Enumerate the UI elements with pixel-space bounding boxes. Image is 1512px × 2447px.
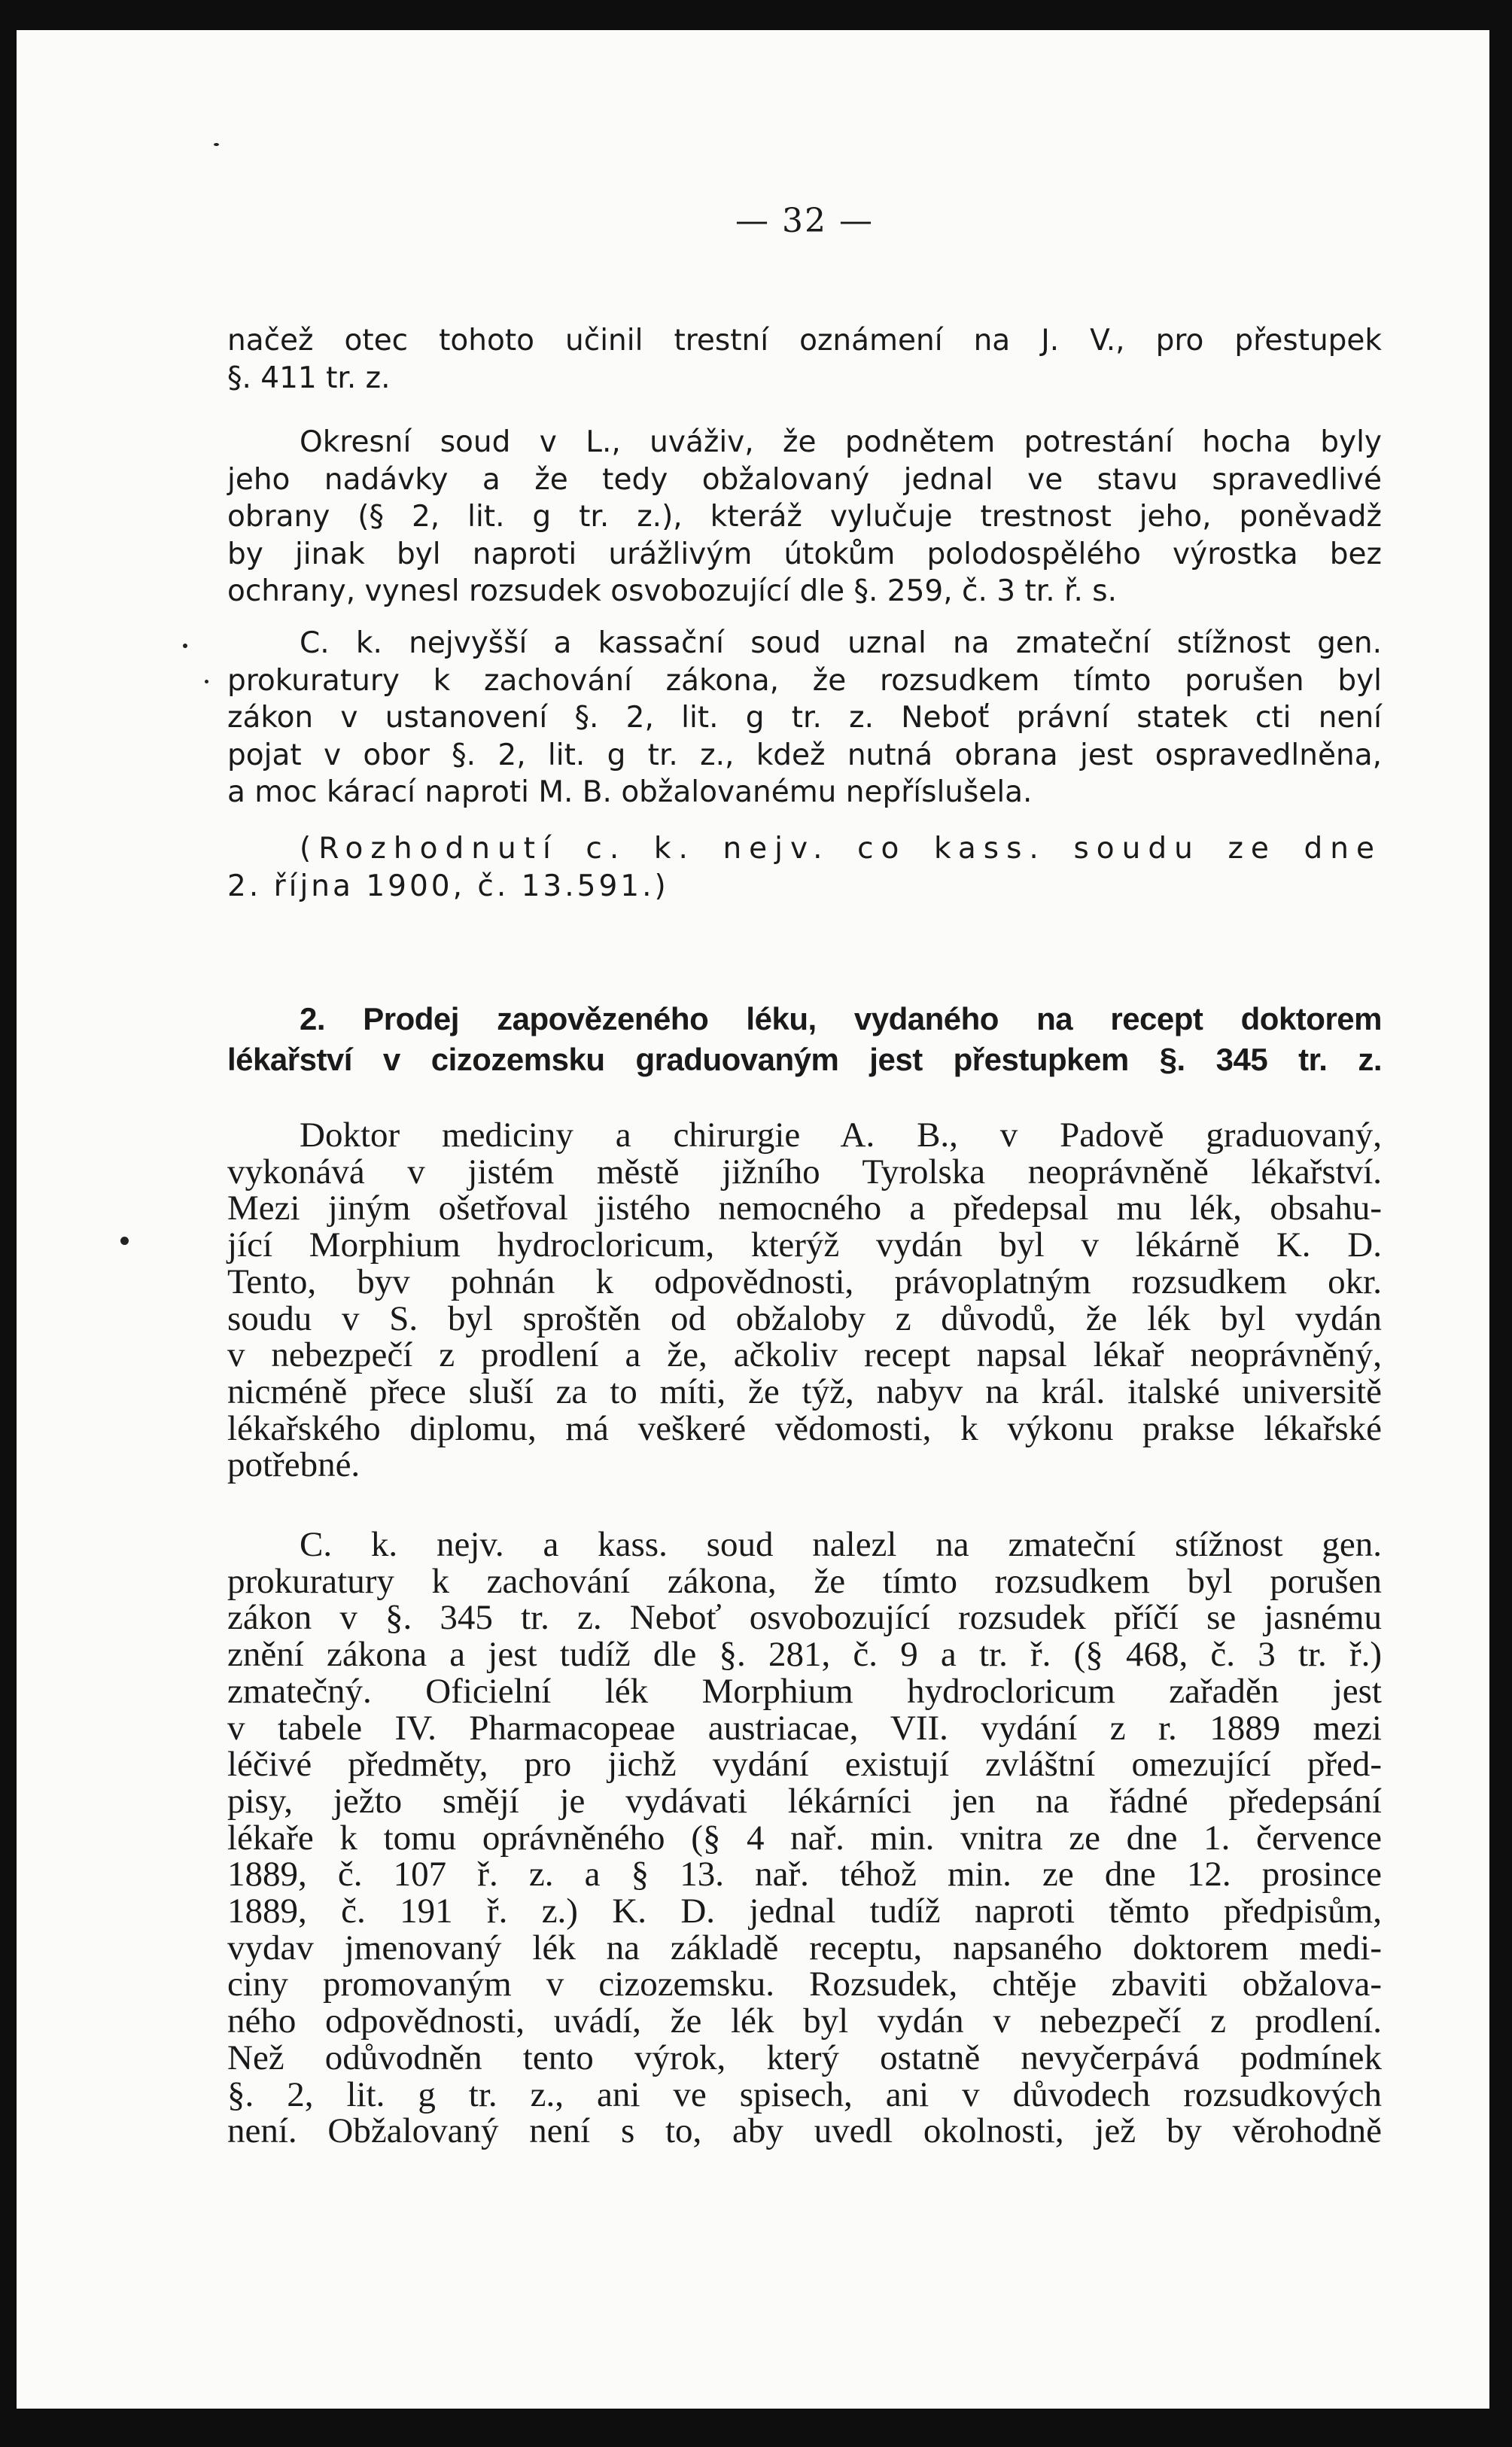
text-line: ciny promovaným v cizozemsku. Rozsudek, chtěje zbaviti obžalova-	[227, 1965, 1382, 2004]
section-heading	[227, 999, 1382, 1080]
ink-speck-margin-2	[205, 680, 208, 683]
paragraph-case-facts	[227, 1117, 1382, 1484]
text-line: a moc kárací naproti M. B. obžalovanému nepříslušela.	[227, 775, 1033, 809]
ink-speck-top-left	[214, 143, 219, 146]
text-line: 1889, č. 191 ř. z.) K. D. jednal tudíž naproti těmto předpisům,	[227, 1892, 1382, 1931]
text-line: zákon v §. 345 tr. z. Neboť osvobozující rozsudek příčí se jasnému	[227, 1598, 1382, 1638]
paragraph-ruling	[227, 1526, 1382, 2150]
text-line: potřebné.	[227, 1445, 361, 1485]
text-line: ochrany, vynesl rozsudek osvobozující dle §. 259, č. 3 tr. ř. s.	[227, 574, 1117, 608]
text-line: Mezi jiným ošetřoval jistého nemocného a předepsal mu lék, obsahu-	[227, 1188, 1382, 1228]
text-line: 2. října 1900, č. 13.591.)	[227, 869, 669, 903]
text-line: §. 411 tr. z.	[227, 361, 391, 395]
text-line: C. k. nejv. a kass. soud nalezl na zmateční stížnost gen.	[300, 1525, 1382, 1564]
text-line: prokuratury k zachování zákona, že rozsudkem tímto porušen byl	[227, 663, 1382, 698]
paragraph-continuation	[227, 322, 1382, 397]
text-line: zákon v ustanovení §. 2, lit. g tr. z. Neboť právní statek cti není	[227, 701, 1382, 735]
ink-speck-margin-3	[120, 1237, 129, 1245]
text-line: prokuratury k zachování zákona, že tímto rozsudkem byl porušen	[227, 1561, 1382, 1601]
text-line: Než odůvodněn tento výrok, který ostatně nevyčerpává podmínek	[227, 2038, 1382, 2077]
text-line: Okresní soud v L., uváživ, že podnětem potrestání hocha byly	[300, 425, 1382, 459]
text-line: léčivé předměty, pro jichž vydání existují zvláštní omezující před-	[227, 1745, 1382, 1785]
text-line: jeho nadávky a že tedy obžalovaný jednal ve stavu spravedlivé	[227, 462, 1382, 497]
text-line: v tabele IV. Pharmacopeae austriacae, VII. vydání z r. 1889 mezi	[227, 1708, 1382, 1748]
text-line: lékaře k tomu oprávněného (§ 4 nař. min. vnitra ze dne 1. července	[227, 1818, 1382, 1858]
text-line: v nebezpečí z prodlení a že, ačkoliv recept napsal lékař neoprávněný,	[227, 1335, 1382, 1375]
text-line: zmatečný. Oficielní lék Morphium hydrocloricum zařaděn jest	[227, 1671, 1382, 1711]
text-line: lékařského diplomu, má veškeré vědomosti, k výkonu prakse lékařské	[227, 1408, 1382, 1448]
text-line: ného odpovědnosti, uvádí, že lék byl vydán v nebezpečí z prodlení.	[227, 2001, 1382, 2041]
paragraph-supreme-court	[227, 625, 1382, 811]
paragraph-district-court	[227, 424, 1382, 610]
ink-speck-margin-1	[183, 644, 187, 648]
text-line: §. 2, lit. g tr. z., ani ve spisech, ani v důvodech rozsudkových	[227, 2074, 1382, 2114]
text-line: C. k. nejvyšší a kassační soud uznal na zmateční stížnost gen.	[300, 626, 1382, 660]
text-line: soudu v S. byl sproštěn od obžaloby z důvodů, že lék byl vydán	[227, 1298, 1382, 1338]
heading-line: 2. Prodej zapovězeného léku, vydaného na recept doktorem	[300, 1001, 1382, 1036]
text-line: obrany (§ 2, lit. g tr. z.), kteráž vylučuje trestnost jeho, poněvadž	[227, 500, 1382, 534]
text-line: by jinak byl naproti urážlivým útokům polodospělého výrostka bez	[227, 537, 1382, 571]
text-line: nicméně přece sluší za to míti, že týž, nabyv na král. italské universitě	[227, 1371, 1382, 1411]
text-line: pojat v obor §. 2, lit. g tr. z., kdež nutná obrana jest ospravedlněna,	[227, 738, 1382, 772]
text-line: Doktor mediciny a chirurgie A. B., v Padově graduovaný,	[300, 1115, 1382, 1155]
text-line: znění zákona a jest tudíž dle §. 281, č. 9 a tr. ř. (§ 468, č. 3 tr. ř.)	[227, 1635, 1382, 1675]
heading-line: lékařství v cizozemsku graduovaným jest přestupkem §. 345 tr. z.	[227, 1042, 1382, 1077]
text-line: pisy, ježto smějí je vydávati lékárníci jen na řádné předepsání	[227, 1781, 1382, 1821]
text-line: načež otec tohoto učinil trestní oznámení na J. V., pro přestupek	[227, 324, 1382, 358]
text-line: vydav jmenovaný lék na základě receptu, napsaného doktorem medi-	[227, 1928, 1382, 1968]
text-line: Tento, byv pohnán k odpovědnosti, právoplatným rozsudkem okr.	[227, 1262, 1382, 1301]
text-line: není. Obžalovaný není s to, aby uvedl okolnosti, jež by věrohodně	[227, 2111, 1382, 2151]
page-number: — 32 —	[735, 202, 874, 240]
decision-citation	[227, 830, 1382, 905]
document-page	[17, 30, 1489, 2409]
text-line: 1889, č. 107 ř. z. a § 13. nař. téhož min. ze dne 12. prosince	[227, 1855, 1382, 1895]
text-line: jící Morphium hydrocloricum, kterýž vydán byl v lékárně K. D.	[227, 1225, 1382, 1265]
text-line: vykonává v jistém městě jižního Tyrolska neoprávněně lékařství.	[227, 1152, 1382, 1192]
text-line: (Rozhodnutí c. k. nejv. co kass. soudu ze dne	[300, 832, 1382, 866]
